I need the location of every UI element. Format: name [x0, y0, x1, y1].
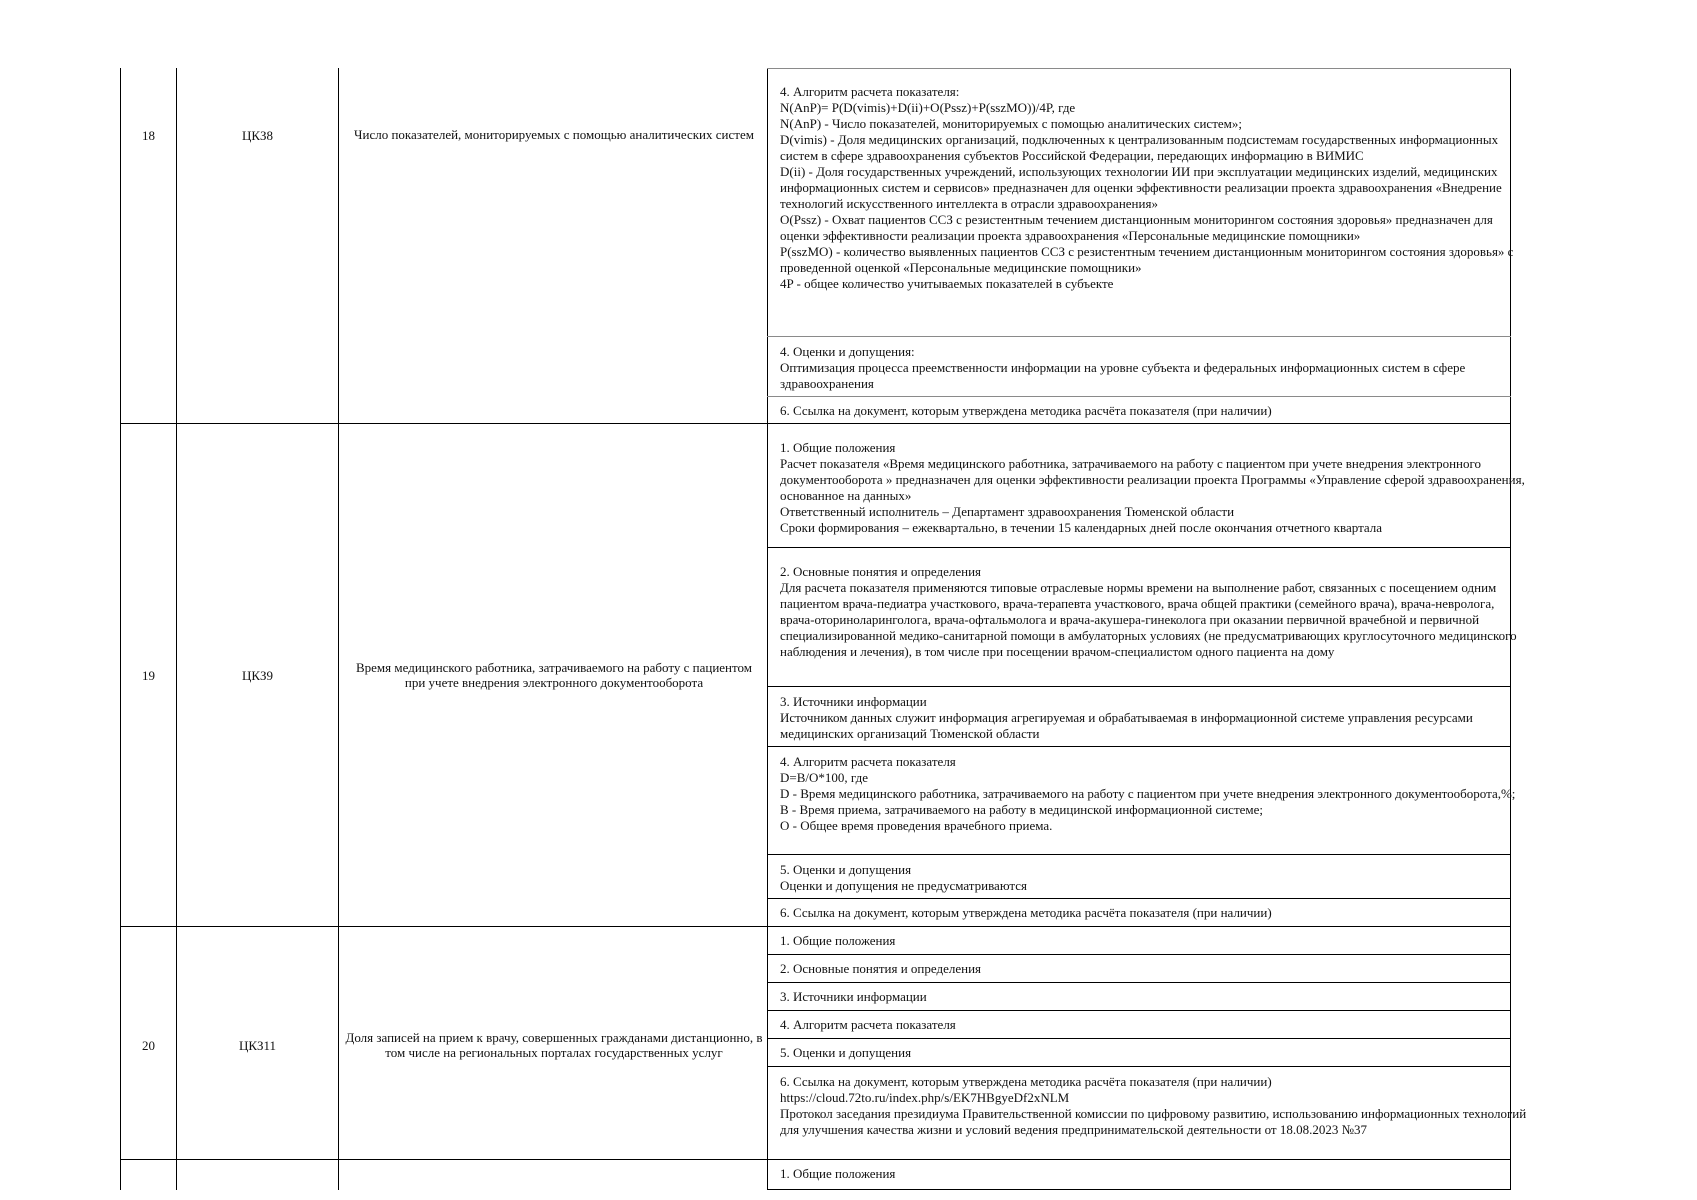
- section-line: Источником данных служит информация агрегируемая и обрабатываемая в информационной системе управления ресурсами медицинских организаций Тюменской области: [780, 710, 1473, 741]
- method-section: [780, 989, 1530, 1005]
- row-border: [767, 954, 1511, 955]
- section-line: D=B/O*100, где: [780, 770, 868, 785]
- method-section: [780, 933, 1530, 949]
- method-section: [780, 862, 1530, 894]
- row-border: [767, 1038, 1511, 1039]
- row-border: [767, 547, 1511, 548]
- section-line: 2. Основные понятия и определения: [780, 564, 982, 579]
- method-section: [780, 440, 1530, 536]
- section-line: P(sszMO) - количество выявленных пациентов ССЗ с резистентным течением дистанционным мониторингом состояния здоровья» с проведенной оценкой «Персональные медицинские помощники»: [780, 244, 1514, 275]
- section-line: Оценки и допущения не предусматриваются: [780, 878, 1027, 893]
- row-border: [767, 746, 1511, 747]
- section-line: 1. Общие положения: [780, 1166, 896, 1181]
- section-line: 4P - общее количество учитываемых показателей в субъекте: [780, 276, 1114, 291]
- section-line: O(Pssz) - Охват пациентов ССЗ с резистентным течением дистанционным мониторингом состояния здоровья» предназначен для оценки эффективности реализации проекта здравоохранения «Персональные медицинские помощники»: [780, 212, 1493, 243]
- document-link[interactable]: https://cloud.72to.ru/index.php/s/EK7HBgyeDf2xNLM: [780, 1090, 1070, 1105]
- section-line: 6. Ссылка на документ, которым утверждена методика расчёта показателя (при наличии): [780, 1074, 1272, 1089]
- row-border: [120, 1159, 1511, 1160]
- section-line: N(AnP) - Число показателей, мониторируемых с помощью аналитических систем»;: [780, 116, 1242, 131]
- row-number: 19: [142, 667, 155, 683]
- row-border: [767, 898, 1511, 899]
- section-line: Для расчета показателя применяются типовые отраслевые нормы времени на выполнение работ, связанных с посещением одним пациентом врача-педиатра участкового, врача-терапевта участкового, врача общей практики (семейного врача), врача-невролога, врача-оториноларинголога, врача-офтальмолога и врача-акушера-гинеколога при оказании первичной врачебной и первичной специализированной медико-санитарной помощи в амбулаторных условиях (не предусматривающих круглосуточного медицинского наблюдения и лечения), в том числе при посещении врачом-специалистом одного пациента на дому: [780, 580, 1517, 659]
- section-line: 2. Основные понятия и определения: [780, 961, 982, 976]
- row-border: [767, 68, 1511, 69]
- col-divider-left: [120, 68, 121, 1190]
- method-section: [780, 754, 1530, 834]
- row-border: [767, 1010, 1511, 1011]
- section-line: О - Общее время проведения врачебного приема.: [780, 818, 1053, 833]
- row-border: [767, 982, 1511, 983]
- section-line: В - Время приема, затрачиваемого на работу в медицинской информационной системе;: [780, 802, 1264, 817]
- section-line: Сроки формирования – ежеквартально, в течении 15 календарных дней после окончания отчетного квартала: [780, 520, 1383, 535]
- section-line: 3. Источники информации: [780, 989, 927, 1004]
- section-line: D(ii) - Доля государственных учреждений, использующих технологии ИИ при эксплуатации медицинских изделий, медицинских информационных систем и сервисов» предназначен для оценки эффективности реализации проекта здравоохранения «Внедрение технологий искусственного интеллекта в отрасли здравоохранения»: [780, 164, 1502, 211]
- section-line: 1. Общие положения: [780, 440, 896, 455]
- section-line: 4. Алгоритм расчета показателя: [780, 1017, 956, 1032]
- indicator-code: ЦКЗ9: [241, 667, 274, 683]
- section-line: D - Время медицинского работника, затрачиваемого на работу с пациентом при учете внедрения электронного документооборота,%;: [780, 786, 1516, 801]
- method-section: [780, 344, 1530, 392]
- section-line: 6. Ссылка на документ, которым утверждена методика расчёта показателя (при наличии): [780, 403, 1272, 418]
- row-number: 18: [142, 127, 155, 143]
- indicator-code: ЦКЗ11: [238, 1037, 277, 1053]
- col-divider-name: [767, 68, 768, 1190]
- method-section: [780, 1045, 1530, 1061]
- section-line: Оптимизация процесса преемственности информации на уровне субъекта и федеральных информационных систем в сфере здравоохранения: [780, 360, 1466, 391]
- section-line: 5. Оценки и допущения: [780, 862, 912, 877]
- col-divider-num: [176, 68, 177, 1190]
- indicator-code: ЦКЗ8: [241, 127, 274, 143]
- section-line: 4. Алгоритм расчета показателя: [780, 754, 956, 769]
- row-border: [767, 336, 1511, 337]
- section-line: 3. Источники информации: [780, 694, 927, 709]
- method-section: [780, 1166, 1530, 1182]
- section-line: N(AnP)= P(D(vimis)+D(ii)+O(Pssz)+P(sszMO))/4P, где: [780, 100, 1076, 115]
- section-line: D(vimis) - Доля медицинских организаций, подключенных к централизованным подсистемам государственных информационных систем в сфере здравоохранения субъектов Российской Федерации, передающих информацию в ВИМИС: [780, 132, 1499, 163]
- row-border: [767, 854, 1511, 855]
- row-border: [767, 1189, 1511, 1190]
- section-line: Протокол заседания президиума Правительственной комиссии по цифровому развитию, использованию информационных технологий для улучшения качества жизни и условий ведения предпринимательской деятельности от 18.08.2023 №37: [780, 1106, 1527, 1137]
- method-section: [780, 694, 1530, 742]
- section-line: Ответственный исполнитель – Департамент здравоохранения Тюменской области: [780, 504, 1235, 519]
- section-line: 1. Общие положения: [780, 933, 896, 948]
- method-section: [780, 84, 1530, 292]
- row-border: [767, 686, 1511, 687]
- row-border: [120, 926, 1511, 927]
- row-border: [120, 423, 1511, 424]
- section-line: 6. Ссылка на документ, которым утверждена методика расчёта показателя (при наличии): [780, 905, 1272, 920]
- row-border: [767, 396, 1511, 397]
- section-line: Расчет показателя «Время медицинского работника, затрачиваемого на работу с пациентом при учете внедрения электронного документооборота » предназначен для оценки эффективности реализации проекта Программы «Управление сферой здравоохранения, основанное на данных»: [780, 456, 1525, 503]
- col-divider-code: [338, 68, 339, 1190]
- method-section: [780, 564, 1530, 660]
- indicator-name: Доля записей на прием к врачу, совершенных гражданами дистанционно, в том числе на региональных порталах государственных услуг: [345, 1030, 763, 1060]
- row-border: [767, 1066, 1511, 1067]
- indicator-name: Время медицинского работника, затрачиваемого на работу с пациентом при учете внедрения электронного документооборота: [355, 660, 753, 690]
- method-section: [780, 961, 1530, 977]
- method-section: [780, 403, 1530, 419]
- row-number: 20: [142, 1037, 155, 1053]
- section-line: 4. Оценки и допущения:: [780, 344, 915, 359]
- method-section: [780, 1017, 1530, 1033]
- section-line: 4. Алгоритм расчета показателя:: [780, 84, 960, 99]
- section-line: 5. Оценки и допущения: [780, 1045, 912, 1060]
- indicator-name: Число показателей, мониторируемых с помощью аналитических систем: [354, 126, 754, 142]
- method-section: [780, 905, 1530, 921]
- method-section: [780, 1074, 1530, 1138]
